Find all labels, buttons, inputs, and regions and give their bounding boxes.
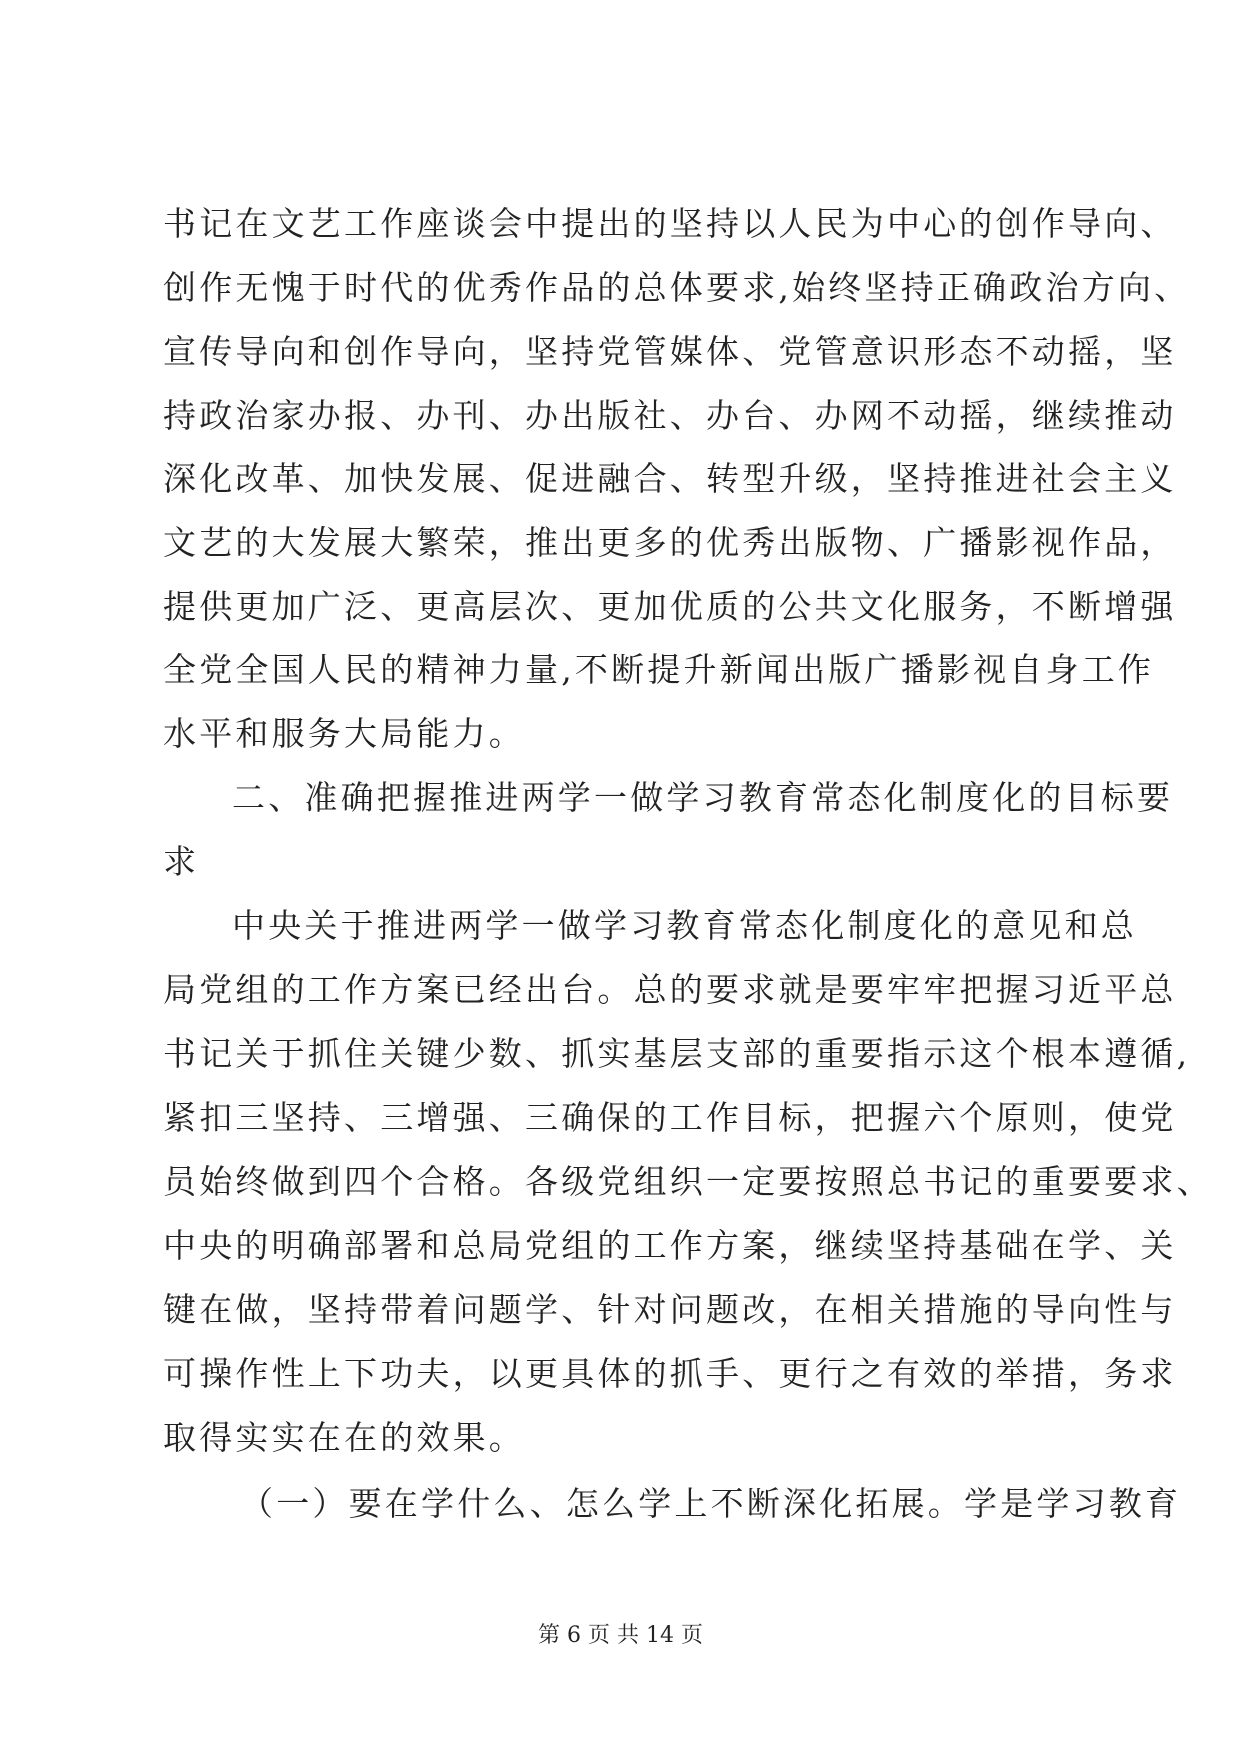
body-line: 书记在文艺工作座谈会中提出的坚持以人民为中心的创作导向、	[163, 204, 1177, 243]
body-line: 取得实实在在的效果。	[163, 1418, 525, 1457]
section-heading: 二、准确把握推进两学一做学习教育常态化制度化的目标要	[232, 778, 1174, 817]
body-line: 可操作性上下功夫，以更具体的抓手、更行之有效的举措，务求	[163, 1354, 1177, 1393]
body-line: 文艺的大发展大繁荣，推出更多的优秀出版物、广播影视作品，	[163, 523, 1177, 562]
body-line: 持政治家办报、办刊、办出版社、办台、办网不动摇，继续推动	[163, 396, 1177, 435]
body-line: 全党全国人民的精神力量,不断提升新闻出版广播影视自身工作	[163, 650, 1155, 689]
body-line: 员始终做到四个合格。各级党组织一定要按照总书记的重要要求、	[163, 1162, 1213, 1201]
body-line: 宣传导向和创作导向，坚持党管媒体、党管意识形态不动摇，坚	[163, 332, 1177, 371]
body-line: 创作无愧于时代的优秀作品的总体要求,始终坚持正确政治方向、	[163, 268, 1191, 307]
subsection-heading: （一）要在学什么、怎么学上不断深化拓展。学是学习教育	[240, 1484, 1182, 1523]
paragraph-start: 中央关于推进两学一做学习教育常态化制度化的意见和总	[232, 906, 1137, 945]
body-line: 深化改革、加快发展、促进融合、转型升级，坚持推进社会主义	[163, 459, 1177, 498]
body-line: 水平和服务大局能力。	[163, 714, 525, 753]
body-line: 提供更加广泛、更高层次、更加优质的公共文化服务，不断增强	[163, 587, 1177, 626]
page-number-footer: 第 6 页 共 14 页	[538, 1623, 703, 1648]
body-line: 紧扣三坚持、三增强、三确保的工作目标，把握六个原则，使党	[163, 1098, 1177, 1137]
body-line: 局党组的工作方案已经出台。总的要求就是要牢牢把握习近平总	[163, 970, 1177, 1009]
body-line: 键在做，坚持带着问题学、针对问题改，在相关措施的导向性与	[163, 1290, 1177, 1329]
section-heading-continued: 求	[163, 842, 200, 881]
body-line: 中央的明确部署和总局党组的工作方案，继续坚持基础在学、关	[163, 1226, 1177, 1265]
body-line: 书记关于抓住关键少数、抓实基层支部的重要指示这个根本遵循,	[163, 1034, 1191, 1073]
